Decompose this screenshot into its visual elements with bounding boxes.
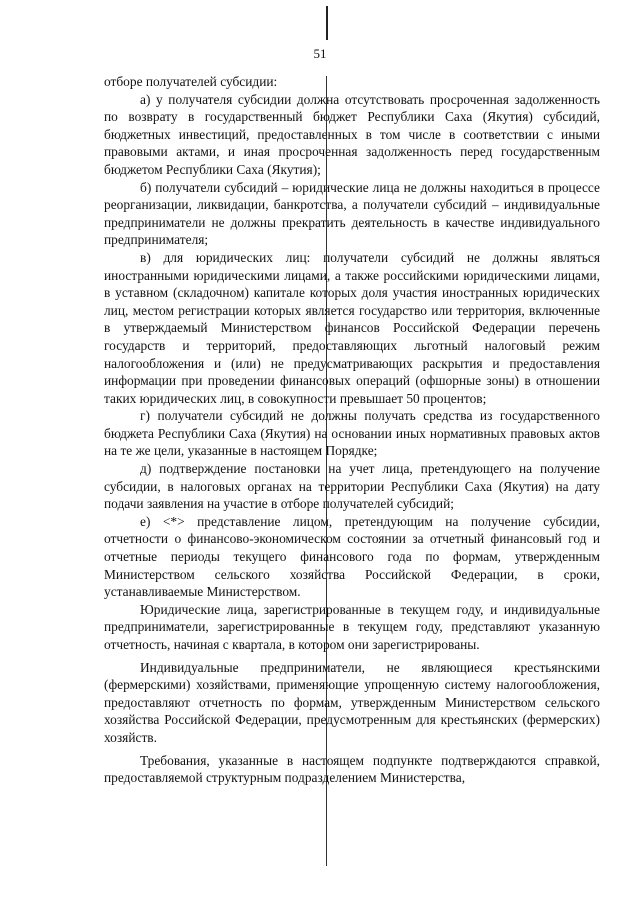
paragraph-item-d: д) подтверждение постановки на учет лица, претендующего на получение субсидии, в налоговых органах на территории Республики Саха (Якутия) на дату подачи заявления на участие в отборе получателей субсидий; (104, 461, 600, 512)
paragraph-item-v: в) для юридических лиц: получатели субсидий не должны являться иностранными юридическими лицами, а также российскими юридическими лицами, в уставном (складочном) капитале которых доля участия иностранных юридических лиц, местом регистрации которых является государство или территория, включенные в утверждаемый Министерством финансов Российской Федерации перечень государств и территорий, предоставляющих льготный налоговый режим налогообложения и (или) не предусматривающих раскрытия и предоставления информации при проведении финансовых операций (офшорные зоны) в отношении таких юридических лиц, в совокупности превышает 50 процентов; (104, 249, 600, 406)
paragraph-item-e: е) <*> представление лицом, претендующим на получение субсидии, отчетности о финансово-экономическом состоянии за отчетный финансовый год и отчетные периоды текущего финансового года по формам, утвержденным Министерством сельского хозяйства Российской Федерации, в сроки, устанавливаемые Министерством. (104, 513, 600, 600)
page-number: 51 (313, 46, 327, 61)
paragraph-intro: отборе получателей субсидии: (104, 74, 278, 89)
paragraph-registered-entities: Юридические лица, зарегистрированные в текущем году, и индивидуальные предприниматели, зарегистрированные в текущем году, представляют указанную отчетность, начиная с квартала, в котором они зарегистрированы. (104, 601, 600, 652)
paragraph-requirements: Требования, указанные в настоящем подпункте подтверждаются справкой, предоставляемой структурным подразделением Министерства, (104, 752, 600, 786)
paragraph-item-a: а) у получателя субсидии должна отсутствовать просроченная задолженность по возврату в государственный бюджет Республики Саха (Якутия) субсидий, бюджетных инвестиций, предоставленных в том числе в соответствии с иными правовыми актами, и иная просроченная задолженность перед государственным бюджетом Республики Саха (Якутия); (104, 91, 600, 177)
document-body (104, 73, 600, 787)
scan-artifact-line-top (326, 6, 328, 40)
paragraph-item-b: б) получатели субсидий – юридические лица не должны находиться в процессе реорганизации, ликвидации, банкротства, а получатели субсидий – индивидуальные предприниматели не должны прекратить деятельность в качестве индивидуального предпринимателя; (104, 179, 600, 248)
paragraph-item-g: г) получатели субсидий не должны получать средства из государственного бюджета Республики Саха (Якутия) на основании иных нормативных правовых актов на те же цели, указанные в настоящем Порядке; (104, 408, 600, 459)
paragraph-individual-entrepreneurs: Индивидуальные предприниматели, не являющиеся крестьянскими (фермерскими) хозяйствами, применяющие упрощенную систему налогообложения, предоставляют отчетность по формам, утвержденным Министерством сельского хозяйства Российской Федерации, предусмотренным для крестьянских (фермерских) хозяйств. (104, 659, 600, 745)
